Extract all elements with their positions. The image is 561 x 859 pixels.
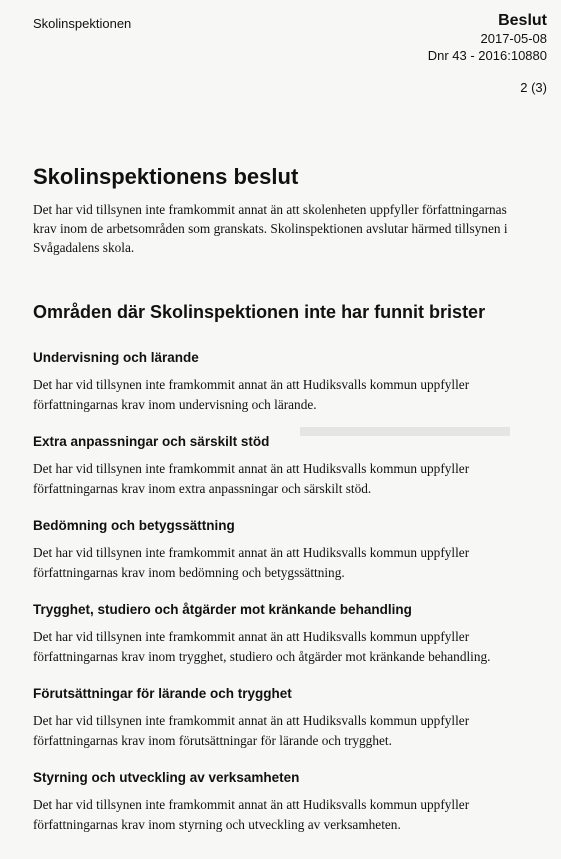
document-meta [428, 12, 547, 64]
organization-name: Skolinspektionen [33, 16, 132, 31]
intro-paragraph: Det har vid tillsynen inte framkommit annat än att skolenheten uppfyller författningarnas krav inom de arbetsområden som granskats. Skolinspektionen avslutar härmed tillsynen i Svågadalens skola. [33, 202, 508, 255]
area-text: Det har vid tillsynen inte framkommit annat än att Hudiksvalls kommun uppfyller författningarnas krav inom trygghet, studiero och åtgärder mot kränkande behandling. [33, 629, 491, 664]
area-heading: Trygghet, studiero och åtgärder mot kränkande behandling [33, 602, 412, 617]
page-number: 2 (3) [520, 80, 547, 95]
area-heading: Bedömning och betygssättning [33, 518, 235, 533]
area-text: Det har vid tillsynen inte framkommit annat än att Hudiksvalls kommun uppfyller författningarnas krav inom styrning och utveckling av verksamheten. [33, 797, 470, 832]
bleed-through-texture: ▬▬▬▬▬▬▬ [300, 410, 510, 443]
area-heading: Undervisning och lärande [33, 350, 199, 365]
area-text: Det har vid tillsynen inte framkommit annat än att Hudiksvalls kommun uppfyller författningarnas krav inom undervisning och lärande. [33, 377, 470, 412]
document-type: Beslut [498, 12, 547, 29]
section-title: Områden där Skolinspektionen inte har funnit brister [33, 302, 486, 322]
area-heading: Förutsättningar för lärande och trygghet [33, 686, 292, 701]
area-text: Det har vid tillsynen inte framkommit annat än att Hudiksvalls kommun uppfyller författningarnas krav inom förutsättningar för lärande och trygghet. [33, 713, 470, 748]
area-text: Det har vid tillsynen inte framkommit annat än att Hudiksvalls kommun uppfyller författningarnas krav inom bedömning och betygssättning. [33, 545, 470, 580]
area-heading: Extra anpassningar och särskilt stöd [33, 434, 270, 449]
area-heading: Styrning och utveckling av verksamheten [33, 770, 300, 785]
page-title: Skolinspektionens beslut [33, 164, 299, 189]
document-date: 2017-05-08 [480, 31, 547, 46]
area-text: Det har vid tillsynen inte framkommit annat än att Hudiksvalls kommun uppfyller författningarnas krav inom extra anpassningar och särskilt stöd. [33, 461, 470, 496]
document-dnr: Dnr 43 - 2016:10880 [427, 48, 547, 63]
